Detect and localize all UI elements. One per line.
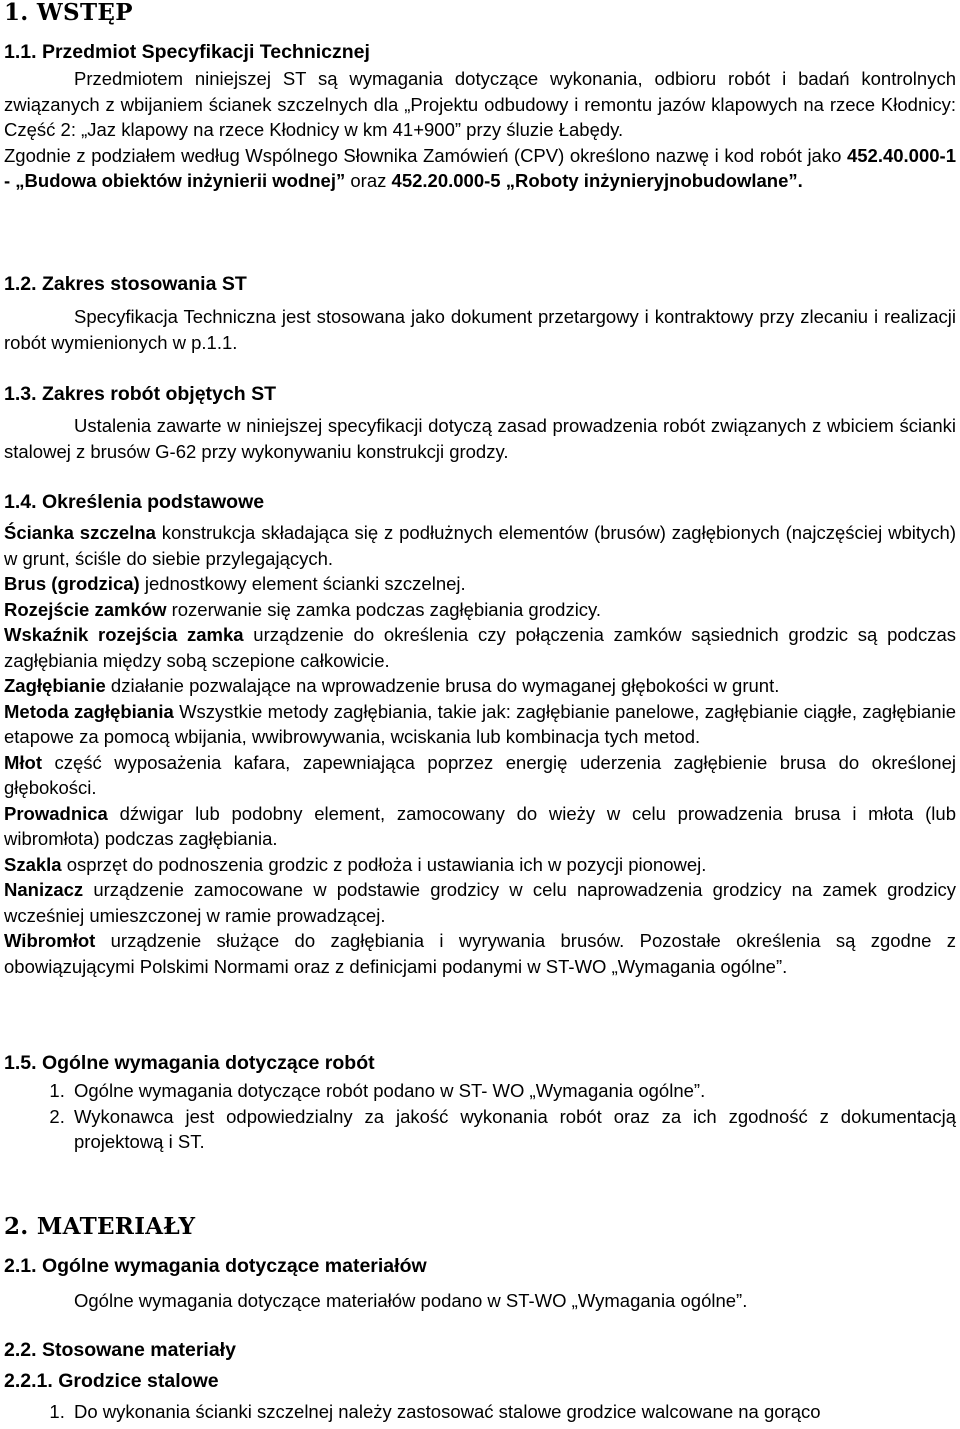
section-heading: 1.5. Ogólne wymagania dotyczące robót: [4, 1052, 375, 1074]
definitions-list: [4, 520, 956, 979]
list-item: 1. Ogólne wymagania dotyczące robót podano w ST- WO „Wymagania ogólne”.: [70, 1078, 956, 1104]
definition-text: część wyposażenia kafara, zapewniająca poprzez energię uderzenia zagłębienie brusa do określonej głębokości.: [4, 751, 956, 798]
section-1-4: [4, 489, 956, 979]
cpv-code-2: 452.20.000-5 „Roboty inżynieryjnobudowlane”.: [391, 170, 803, 191]
paragraph: Ogólne wymagania dotyczące materiałów podano w ST-WO „Wymagania ogólne”.: [74, 1290, 748, 1311]
definition: [4, 928, 956, 979]
definition-term: Szakla: [4, 853, 62, 875]
definition-term: Prowadnica: [4, 802, 108, 824]
definition-text: dźwigar lub podobny element, zamocowany do wieży w celu prowadzenia brusa i młota (lub wibromłota) podczas zagłębiania.: [4, 802, 956, 849]
definition-text: konstrukcja składająca się z podłużnych elementów (brusów) zagłębionych (najczęściej wbitych) w grunt, ściśle do siebie przylegających.: [4, 522, 957, 569]
section-heading: 1.1. Przedmiot Specyfikacji Technicznej: [4, 41, 370, 63]
section-2-2: [4, 1337, 956, 1425]
definition-term: Młot: [4, 751, 43, 773]
cpv-text: Zgodnie z podziałem według Wspólnego Słownika Zamówień (CPV) określono nazwę i kod robót jako: [4, 144, 847, 166]
section-1-1: [4, 39, 956, 194]
paragraph: Ustalenia zawarte w niniejszej specyfikacji dotyczą zasad prowadzenia robót związanych z wbiciem ścianki stalowej z brusów G-62 przy wykonywaniu konstrukcji grodzy.: [4, 415, 956, 462]
definition: [4, 597, 956, 623]
section-heading: 2.2. Stosowane materiały: [4, 1339, 236, 1361]
definition: [4, 852, 956, 878]
definition-term: Metoda zagłębiania: [4, 700, 174, 722]
subsection-heading: 2.2.1. Grodzice stalowe: [4, 1370, 219, 1392]
section-heading: 1.4. Określenia podstawowe: [4, 491, 265, 513]
section-heading: 1.3. Zakres robót objętych ST: [4, 383, 276, 405]
cpv-conjunction: oraz: [345, 170, 392, 191]
definition-term: Wskaźnik rozejścia zamka: [4, 624, 244, 645]
section-1-3: [4, 381, 956, 464]
list-item: 1. Do wykonania ścianki szczelnej należy zastosować stalowe grodzice walcowane na gorąco: [70, 1399, 956, 1425]
definition: [4, 520, 956, 571]
materials-list: [4, 1399, 956, 1425]
definition-text: urządzenie do określenia czy połączenia zamków sąsiednich grodzic są podczas zagłębiania między sobą sczepione całkowicie.: [4, 624, 956, 671]
definition-text: działanie pozwalające na wprowadzenie brusa do wymaganej głębokości w grunt.: [105, 675, 780, 696]
definition-text: urządzenie służące do zagłębiania i wyrywania brusów. Pozostałe określenia są zgodne z obowiązującymi Polskimi Normami oraz z definicjami podanymi w ST-WO „Wymagania ogólne”.: [4, 930, 956, 977]
definition: [4, 699, 956, 750]
definition: [4, 877, 956, 928]
requirements-list: [4, 1078, 956, 1155]
section-1-2: [4, 271, 956, 355]
definition: [4, 750, 956, 801]
list-item: 2. Wykonawca jest odpowiedzialny za jakość wykonania robót oraz za ich zgodność z dokumentacją projektową i ST.: [70, 1104, 956, 1155]
section-1-5: [4, 1050, 956, 1155]
paragraph: Przedmiotem niniejszej ST są wymagania dotyczące wykonania, odbioru robót i badań kontrolnych związanych z wbijaniem ścianek szczelnych dla „Projektu odbudowy i remontu jazów klapowych na rzece Kłodnicy: Część 2: „Jaz klapowy na rzece Kłodnicy w km 41+900” przy śluzie Łabędy.: [4, 68, 956, 140]
definition-text: jednostkowy element ścianki szczelnej.: [139, 573, 466, 594]
chapter-1-title: 1. WSTĘP: [4, 0, 133, 26]
section-2-1: [4, 1253, 956, 1314]
definition-text: osprzęt do podnoszenia grodzic z podłoża i ustawiania ich w pozycji pionowej.: [61, 853, 707, 875]
definition: [4, 673, 956, 699]
definition: [4, 622, 956, 673]
section-heading: 2.1. Ogólne wymagania dotyczące materiałów: [4, 1255, 427, 1277]
definition-term: Rozejście zamków: [4, 598, 167, 620]
definition-term: Nanizacz: [4, 879, 84, 900]
cpv-code-1: 452.40.000-1 - „Budowa obiektów inżynierii wodnej”: [4, 144, 956, 191]
definition-text: Wszystkie metody zagłębiania, takie jak: zagłębianie panelowe, zagłębianie ciągłe, zagłębianie etapowe za pomocą wbijania, wwibrowywania, wciskania lub kombinacja tych metod.: [4, 700, 956, 747]
section-heading: 1.2. Zakres stosowania ST: [4, 273, 247, 295]
paragraph: Specyfikacja Techniczna jest stosowana jako dokument przetargowy i kontraktowy przy zlecaniu i realizacji robót wymienionych w p.1.1.: [4, 306, 956, 353]
definition-term: Zagłębianie: [4, 675, 106, 696]
definition: [4, 801, 956, 852]
definition-text: urządzenie zamocowane w podstawie grodzicy w celu naprowadzenia grodzicy na zamek grodzicy wcześniej umieszczonej w ramie prowadzącej.: [4, 879, 956, 926]
chapter-2-title: 2. MATERIAŁY: [4, 1213, 196, 1240]
paragraph-cpv: [4, 143, 956, 194]
definition-term: Ścianka szczelna: [4, 522, 156, 543]
definition-term: Wibromłot: [4, 930, 96, 951]
definition: [4, 571, 956, 597]
definition-text: rozerwanie się zamka podczas zagłębiania grodzicy.: [166, 598, 602, 620]
definition-term: Brus (grodzica): [4, 573, 140, 594]
